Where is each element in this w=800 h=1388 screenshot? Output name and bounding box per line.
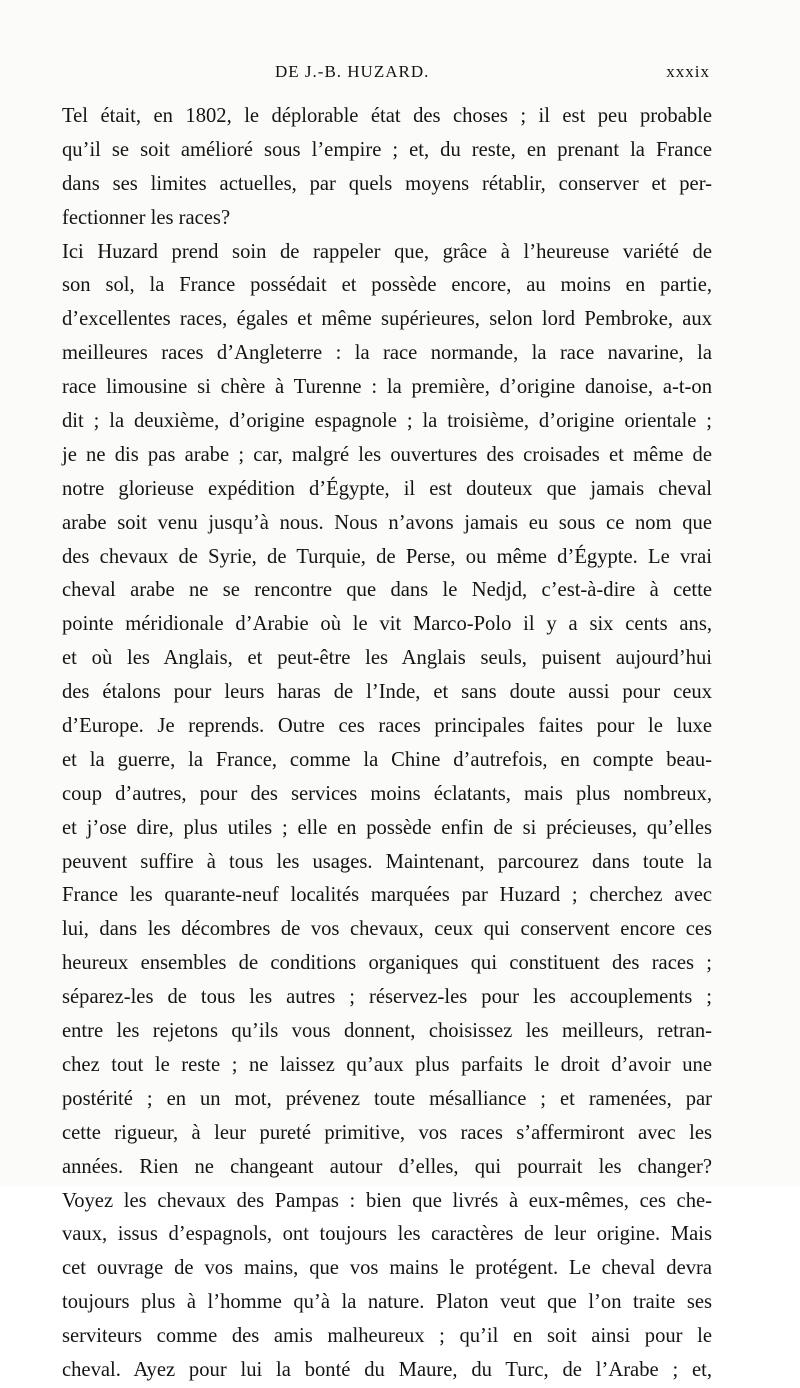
text-line: et où les Anglais, et peut-être les Anglais seuls, puisent aujourd’hui [62,647,712,670]
text-line: vaux, issus d’espagnols, ont toujours les caractères de leur origine. Mais [62,1223,712,1246]
text-line: heureux ensembles de conditions organiques qui constituent des races ; [62,952,712,975]
text-line: séparez-les de tous les autres ; réservez-les pour les accouplements ; [62,986,712,1009]
text-line: serviteurs comme des amis malheureux ; qu’il en soit ainsi pour le [62,1325,712,1348]
text-line: Tel était, en 1802, le déplorable état des choses ; il est peu probable [62,105,712,127]
text-line: meilleures races d’Angleterre : la race normande, la race navarine, la [62,342,712,365]
text-line: des étalons pour leurs haras de l’Inde, et sans doute aussi pour ceux [62,681,712,704]
text-line: d’Europe. Je reprends. Outre ces races principales faites pour le luxe [62,715,712,738]
text-line: Voyez les chevaux des Pampas : bien que livrés à eux-mêmes, ces che- [62,1189,712,1212]
body-text [62,100,712,1388]
text-line: France les quarante-neuf localités marquées par Huzard ; cherchez avec [62,884,712,907]
text-line: cheval arabe ne se rencontre que dans le Nedjd, c’est-à-dire à cette [62,579,712,602]
text-line: cheval. Ayez pour lui la bonté du Maure, du Turc, de l’Arabe ; et, [62,1358,712,1381]
text-line: chez tout le reste ; ne laissez qu’aux plus parfaits le droit d’avoir une [62,1053,712,1076]
running-title: DE J.-B. HUZARD. [275,62,430,81]
text-line: coup d’autres, pour des services moins éclatants, mais plus nombreux, [62,782,712,805]
text-line: entre les rejetons qu’ils vous donnent, choisissez les meilleurs, retran- [62,1020,712,1043]
text-line: arabe soit venu jusqu’à nous. Nous n’avons jamais eu sous ce nom que [62,511,712,534]
text-line: dans ses limites actuelles, par quels moyens rétablir, conserver et per- [62,172,712,195]
text-line: dit ; la deuxième, d’origine espagnole ; la troisième, d’origine orientale ; [62,410,712,433]
text-line: pointe méridionale d’Arabie où le vit Marco-Polo il y a six cents ans, [62,613,712,636]
text-line: et j’ose dire, plus utiles ; elle en possède enfin de si précieuses, qu’elles [62,816,712,839]
text-line: notre glorieuse expédition d’Égypte, il est douteux que jamais cheval [62,477,712,500]
running-head [60,62,710,88]
text-line: toujours plus à l’homme qu’à la nature. Platon veut que l’on traite ses [62,1291,712,1314]
text-line: lui, dans les décombres de vos chevaux, ceux qui conservent encore ces [62,918,712,941]
page-number: xxxix [666,62,710,81]
text-line: fectionner les races? [62,206,231,229]
text-line: peuvent suffire à tous les usages. Maintenant, parcourez dans toute la [62,850,712,873]
text-line: cet ouvrage de vos mains, que vos mains le protégent. Le cheval devra [62,1257,712,1280]
text-line: qu’il se soit amélioré sous l’empire ; et, du reste, en prenant la France [62,138,712,161]
text-line: cette rigueur, à leur pureté primitive, vos races s’affermiront avec les [62,1121,712,1144]
text-line: race limousine si chère à Turenne : la première, d’origine danoise, a-t-on [62,376,712,399]
text-line: d’excellentes races, égales et même supérieures, selon lord Pembroke, aux [62,308,712,331]
text-line: son sol, la France possédait et possède encore, au moins en partie, [62,274,712,297]
text-line: et la guerre, la France, comme la Chine d’autrefois, en compte beau- [62,748,712,771]
text-line: années. Rien ne changeant autour d’elles, qui pourrait les changer? [62,1155,712,1178]
text-line: des chevaux de Syrie, de Turquie, de Perse, ou même d’Égypte. Le vrai [62,545,712,568]
text-line: postérité ; en un mot, prévenez toute mésalliance ; et ramenées, par [62,1087,712,1110]
text-line: Ici Huzard prend soin de rappeler que, grâce à l’heureuse variété de [62,240,712,263]
text-line: je ne dis pas arabe ; car, malgré les ouvertures des croisades et même de [62,443,712,466]
